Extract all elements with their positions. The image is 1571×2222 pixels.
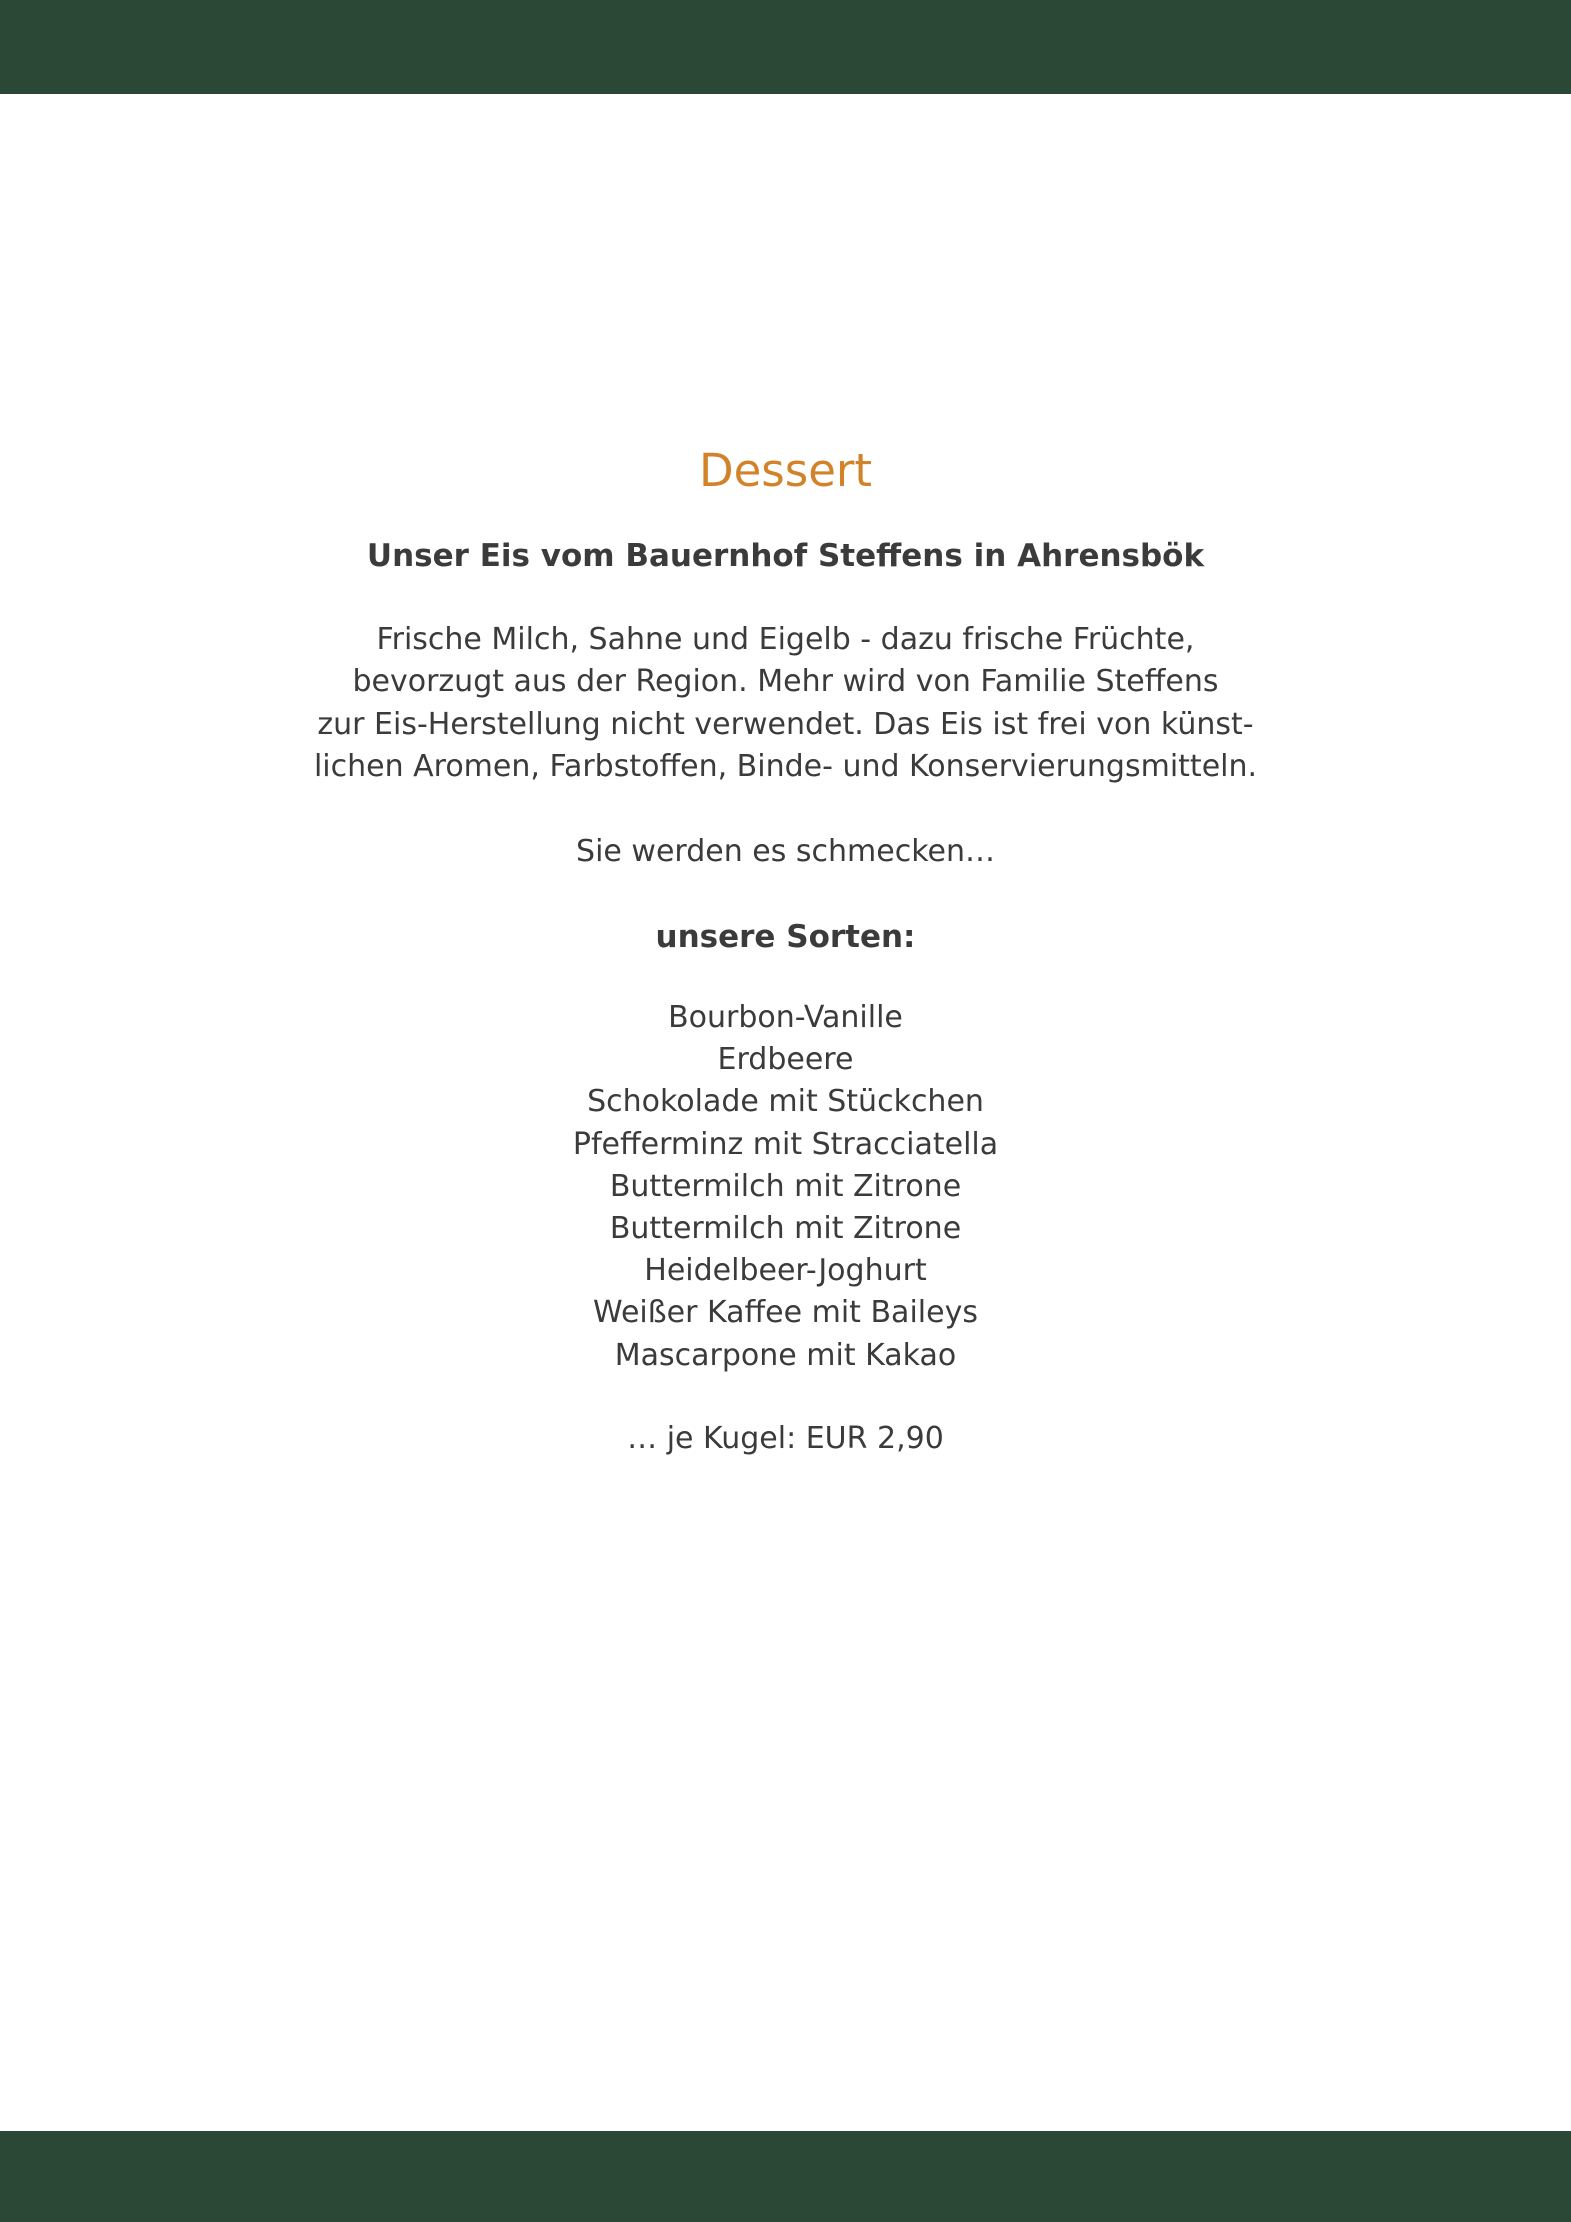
intro-line: lichen Aromen, Farbstoffen, Binde- und Konservierungsmitteln. bbox=[313, 748, 1258, 784]
subtitle: Unser Eis vom Bauernhof Steffens in Ahrensbök bbox=[366, 538, 1205, 574]
flavor-item: Erdbeere bbox=[717, 1042, 854, 1078]
flavor-item: Weißer Kaffee mit Baileys bbox=[593, 1295, 978, 1331]
flavor-item: Buttermilch mit Zitrone bbox=[609, 1211, 962, 1247]
flavor-list bbox=[0, 997, 1571, 1377]
page-title: Dessert bbox=[698, 444, 873, 497]
intro-line: bevorzugt aus der Region. Mehr wird von Familie Steffens bbox=[352, 664, 1219, 700]
flavor-item: Schokolade mit Stückchen bbox=[587, 1084, 984, 1120]
intro-line: Frische Milch, Sahne und Eigelb - dazu frische Früchte, bbox=[376, 622, 1195, 657]
tagline: Sie werden es schmecken… bbox=[576, 834, 995, 869]
flavor-item: Heidelbeer-Joghurt bbox=[644, 1253, 927, 1289]
top-band bbox=[0, 0, 1571, 94]
sorts-heading: unsere Sorten: bbox=[655, 919, 916, 955]
flavor-item: Pfefferminz mit Stracciatella bbox=[572, 1126, 999, 1162]
price-per-scoop: … je Kugel: EUR 2,90 bbox=[627, 1421, 944, 1456]
flavor-item: Bourbon-Vanille bbox=[668, 1000, 903, 1035]
intro-paragraph bbox=[0, 619, 1571, 788]
intro-line: zur Eis-Herstellung nicht verwendet. Das Eis ist frei von künst- bbox=[317, 706, 1254, 742]
flavor-item: Buttermilch mit Zitrone bbox=[609, 1168, 962, 1204]
bottom-band bbox=[0, 2131, 1571, 2222]
flavor-item: Mascarpone mit Kakao bbox=[614, 1337, 957, 1373]
